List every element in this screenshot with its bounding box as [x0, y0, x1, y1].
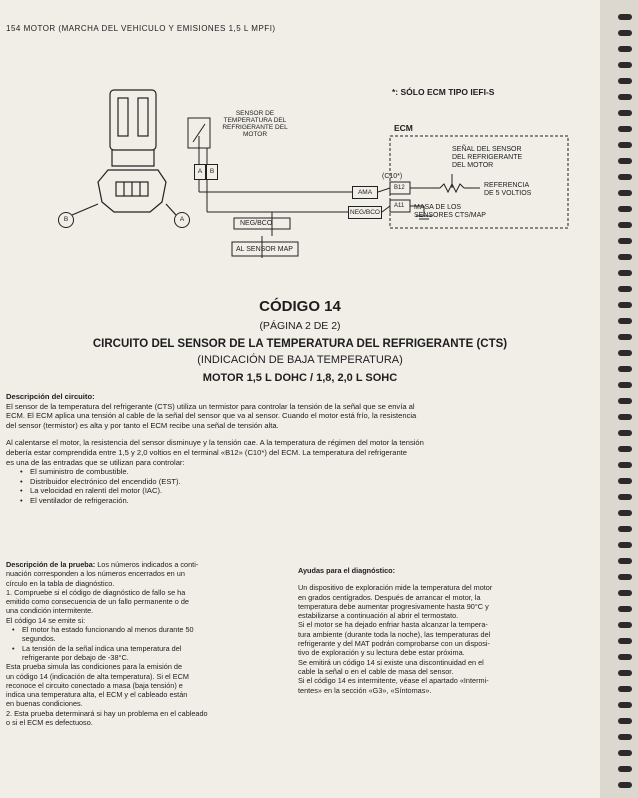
binding-ring: [618, 158, 632, 164]
reference-label: [484, 182, 531, 198]
list-item: • La velocidad en ralentí del motor (IAC).: [20, 486, 163, 496]
sensor-pin-a: A: [194, 164, 206, 180]
binding-ring: [618, 334, 632, 340]
binding-ring: [618, 622, 632, 628]
circuit-description-heading: Descripción del circuito:: [6, 392, 95, 401]
wiring-lines: [52, 70, 572, 280]
binding-ring: [618, 110, 632, 116]
binding-ring: [618, 510, 632, 516]
binding-ring: [618, 606, 632, 612]
binding-ring: [618, 750, 632, 756]
text-line: en buenas condiciones.: [6, 699, 83, 709]
reference-label-line: DE 5 VOLTIOS: [484, 190, 532, 197]
circuit-description: [6, 392, 424, 506]
binding-ring: [618, 222, 632, 228]
binding-ring: [618, 286, 632, 292]
sensor-label-line: MOTOR: [242, 131, 268, 138]
binding-ring: [618, 686, 632, 692]
binding-ring: [618, 350, 632, 356]
ground-label-line: SENSORES CTS/MAP: [414, 212, 486, 219]
text-line: Se emitirá un código 14 si existe una discontinuidad en el: [298, 657, 484, 667]
binding-ring: [618, 526, 632, 532]
binding-ring: [618, 62, 632, 68]
list-item-text: El motor ha estado funcionando al menos durante 50: [22, 625, 194, 635]
binding-ring: [618, 238, 632, 244]
diagnostic-aids: [298, 566, 492, 695]
signal-label-line: DEL MOTOR: [452, 162, 494, 169]
text-line: Si el código 14 es intermitente, véase el apartado «Intermi-: [298, 676, 489, 686]
binding-ring: [618, 766, 632, 772]
binding-ring: [618, 430, 632, 436]
text-line: en grados centígrados. Después de arrancar el motor, la: [298, 592, 481, 602]
wire-negbco-map-label: NEG/BCO: [240, 220, 273, 227]
diagnostic-aids-heading: Ayudas para el diagnóstico:: [298, 566, 396, 575]
sensor-label-line: SENSOR DE: [235, 110, 275, 117]
text-line: un código 14 (indicación de alta temperatura). Si el ECM: [6, 671, 189, 681]
binding-ring: [618, 94, 632, 100]
binding-ring: [618, 398, 632, 404]
circuit-title: CIRCUITO DEL SENSOR DE LA TEMPERATURA DEL REFRIGERANTE (CTS): [92, 338, 508, 350]
wire-negbco-label: NEG/BCO: [348, 206, 382, 219]
text-line: Los números indicados a conti-: [97, 560, 199, 569]
text-line: Al calentarse el motor, la resistencia del sensor disminuye y la tensión cae. A la temperatura de régimen del motor la tensión: [6, 438, 424, 448]
text-line: debería estar comprendida entre 1,5 y 2,0 voltios en el terminal «B12» (C10*) del ECM. La temperatura del refrigerante: [6, 447, 407, 457]
list-item: • El ventilador de refrigeración.: [20, 495, 129, 505]
list-item: • El motor ha estado funcionando al menos durante 50: [12, 625, 194, 635]
signal-label-line: SEÑAL DEL SENSOR: [452, 146, 522, 153]
list-item-text: La velocidad en ralentí del motor (IAC).: [30, 486, 163, 496]
indication-title: (INDICACIÓN DE BAJA TEMPERATURA): [197, 354, 403, 366]
list-item-text: segundos.: [22, 634, 56, 644]
binding-ring: [618, 126, 632, 132]
binding-ring: [618, 446, 632, 452]
connector-pin-b: B: [58, 212, 74, 228]
text-line: El código 14 se emite si:: [6, 615, 86, 625]
test-description: [6, 560, 208, 727]
binding-ring: [618, 46, 632, 52]
text-line: El sensor de la temperatura del refrigerante (CTS) utiliza un termistor para controlar la tensión de la señal que se envía al: [6, 401, 415, 411]
binding-ring: [618, 366, 632, 372]
binding-ring: [618, 462, 632, 468]
binding-ring: [618, 638, 632, 644]
binding-ring: [618, 142, 632, 148]
list-item-text: Distribuidor electrónico del encendido (EST).: [30, 476, 181, 486]
binding-ring: [618, 318, 632, 324]
sensor-label-line: TEMPERATURA DEL: [223, 117, 287, 124]
text-line: emitido como consecuencia de un fallo permanente o de: [6, 597, 189, 607]
text-line: reconoce el circuito conectado a masa (baja tensión) e: [6, 680, 183, 690]
binding-ring: [618, 414, 632, 420]
text-line: Un dispositivo de exploración mide la temperatura del motor: [298, 583, 493, 593]
binding-ring: [618, 478, 632, 484]
sensor-pin-b: B: [206, 164, 218, 180]
binding-ring: [618, 782, 632, 788]
binding-ring: [618, 574, 632, 580]
pin-c10-label: (C10*): [382, 173, 403, 180]
binding-ring: [618, 190, 632, 196]
text-line: refrigerante y del MAT podrán comprobarse con un disposi-: [298, 639, 490, 649]
list-item-text: El suministro de combustible.: [30, 467, 129, 477]
pin-b12-label: B12: [394, 185, 405, 191]
text-line: ECM. El ECM aplica una tensión al cable de la señal del sensor que va al sensor. Cuando el motor está frío, la resistencia: [6, 411, 417, 421]
binding-ring: [618, 30, 632, 36]
list-item: • Distribuidor electrónico del encendido (EST).: [20, 476, 181, 486]
text-line: tentes» en la sección «G3», «Síntomas».: [298, 685, 432, 695]
binding-ring: [618, 718, 632, 724]
text-line: 2. Esta prueba determinará si hay un problema en el cableado: [6, 708, 208, 718]
text-line: es una de las entradas que se utilizan para controlar:: [6, 457, 185, 467]
binding-ring: [618, 654, 632, 660]
code-title: CÓDIGO 14: [259, 298, 341, 315]
binding-ring: [618, 14, 632, 20]
connector-pin-a: A: [174, 212, 190, 228]
binding-ring: [618, 206, 632, 212]
text-line: del sensor (termistor) es alta y por tanto el ECM recibe una señal de tensión alta.: [6, 420, 279, 430]
binding-ring: [618, 542, 632, 548]
ground-label: [414, 204, 486, 220]
list-item: • La tensión de la señal indica una temperatura del: [12, 643, 182, 653]
list-item-text: refrigerante por debajo de -38°C.: [22, 652, 129, 662]
text-line: temperatura debe aumentar progresivamente hasta 90°C y: [298, 601, 489, 611]
test-description-heading: Descripción de la prueba:: [6, 560, 96, 569]
binding-ring: [618, 254, 632, 260]
text-line: Si el motor se ha dejado enfriar hasta alcanzar la tempera-: [298, 620, 488, 630]
map-sensor-label: AL SENSOR MAP: [236, 246, 293, 253]
binding-ring: [618, 734, 632, 740]
list-item: • El suministro de combustible.: [20, 467, 129, 477]
text-line: nuación corresponden a los números encerrados en un: [6, 569, 185, 579]
text-line: cable la señal o en el cable de masa del sensor.: [298, 666, 454, 676]
text-line: indica una temperatura alta, el ECM y el cableado están: [6, 690, 188, 700]
text-line: tivo de exploración y su lectura debe estar próxima.: [298, 648, 465, 658]
binding-ring: [618, 670, 632, 676]
binding-ring: [618, 702, 632, 708]
list-item-text: La tensión de la señal indica una temperatura del: [22, 643, 182, 653]
binding-ring: [618, 174, 632, 180]
sensor-label-line: REFRIGERANTE DEL: [222, 124, 288, 131]
wire-ama-label: AMA: [352, 186, 378, 199]
binding-ring: [618, 78, 632, 84]
binding-ring: [618, 302, 632, 308]
binding-ring: [618, 270, 632, 276]
reference-label-line: REFERENCIA: [484, 182, 530, 189]
list-item-text: El ventilador de refrigeración.: [30, 495, 129, 505]
text-line: estabilizarse a continuación al abrir el termostato.: [298, 611, 459, 621]
binding-ring: [618, 494, 632, 500]
binding-ring: [618, 590, 632, 596]
text-line: círculo en la tabla de diagnóstico.: [6, 578, 115, 588]
wiring-diagram: [52, 70, 572, 280]
text-line: o si el ECM es defectuoso.: [6, 718, 93, 728]
page-header: 154 MOTOR (MARCHA DEL VEHICULO Y EMISIONES 1,5 L MPFI): [6, 24, 276, 33]
text-line: Esta prueba simula las condiciones para la emisión de: [6, 662, 183, 672]
binding-ring: [618, 558, 632, 564]
pin-a11-label: A11: [394, 203, 405, 209]
signal-label-line: DEL REFRIGERANTE: [452, 154, 523, 161]
binding-ring: [618, 382, 632, 388]
ground-label-line: MASA DE LOS: [414, 204, 462, 211]
engine-title: MOTOR 1,5 L DOHC / 1,8, 2,0 L SOHC: [202, 372, 398, 384]
text-line: tura ambiente (durante toda la noche), las temperaturas del: [298, 629, 491, 639]
sensor-label-box: [220, 110, 290, 142]
signal-label: [452, 146, 522, 170]
text-line: 1. Compruebe si el código de diagnóstico de fallo se ha: [6, 587, 186, 597]
text-line: una condición intermitente.: [6, 606, 94, 616]
ecm-type-note: *: SÓLO ECM TIPO IEFI-S: [392, 87, 495, 97]
ecm-label: ECM: [394, 123, 413, 133]
spiral-binding: [600, 0, 638, 798]
page-of-label: (PÁGINA 2 DE 2): [259, 320, 341, 332]
